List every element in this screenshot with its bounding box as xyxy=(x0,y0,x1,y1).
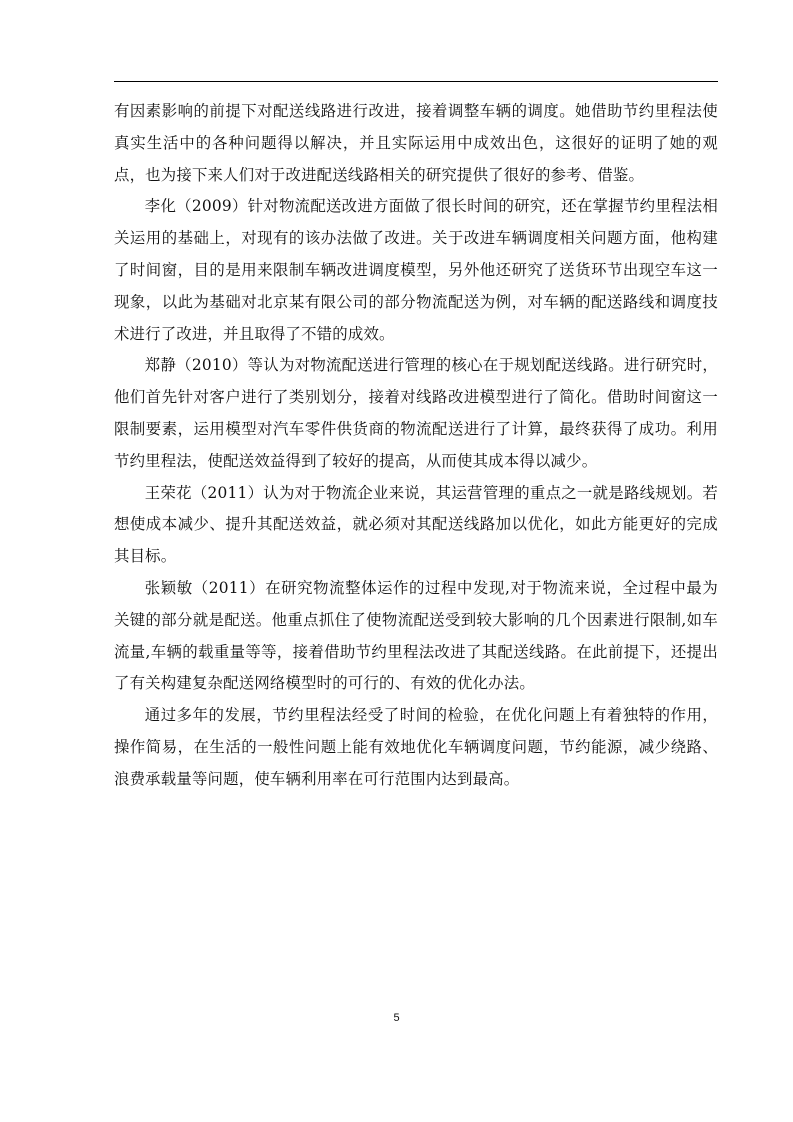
paragraph-zhang-yingmin: 张颖敏（2011）在研究物流整体运作的过程中发现,对于物流来说，全过程中最为关键的部分就是配送。他重点抓住了使物流配送受到较大影响的几个因素进行限制,如车流量,车辆的载重量等等，接着借助节约里程法改进了其配送线路。在此前提下，还提出了有关构建复杂配送网络模型时的可行的、有效的优化办法。 xyxy=(114,578,718,693)
header-rule xyxy=(114,81,718,82)
paragraph-conclusion: 通过多年的发展，节约里程法经受了时间的检验，在优化问题上有着独特的作用，操作简易，在生活的一般性问题上能有效地优化车辆调度问题，节约能源，减少绕路、浪费承载量等问题，使车辆利用率在可行范围内达到最高。 xyxy=(114,706,718,788)
paragraph-zheng-jing: 郑静（2010）等认为对物流配送进行管理的核心在于规划配送线路。进行研究时，他们首先针对客户进行了类别划分，接着对线路改进模型进行了简化。借助时间窗这一限制要素，运用模型对汽车零件供货商的物流配送进行了计算，最终获得了成功。利用节约里程法，使配送效益得到了较好的提高，从而使其成本得以减少。 xyxy=(114,356,718,470)
paragraph-continuation: 有因素影响的前提下对配送线路进行改进，接着调整车辆的调度。她借助节约里程法使真实生活中的各种问题得以解决，并且实际运用中成效出色，这很好的证明了她的观点，也为接下来人们对于改进配送线路相关的研究提供了很好的参考、借鉴。 xyxy=(114,102,718,184)
paragraph-li-hua: 李化（2009）针对物流配送改进方面做了很长时间的研究，还在掌握节约里程法相关运用的基础上，对现有的该办法做了改进。关于改进车辆调度相关问题方面，他构建了时间窗，目的是用来限制车辆改进调度模型，另外他还研究了送货环节出现空车这一现象，以此为基础对北京某有限公司的部分物流配送为例，对车辆的配送路线和调度技术进行了改进，并且取得了不错的成效。 xyxy=(114,197,718,343)
page-number: 5 xyxy=(393,1012,400,1024)
paragraph-wang-ronghua: 王荣花（2011）认为对于物流企业来说，其运营管理的重点之一就是路线规划。若想使成本减少、提升其配送效益，就必须对其配送线路加以优化，如此方能更好的完成其目标。 xyxy=(114,483,718,566)
body-text xyxy=(114,96,718,796)
